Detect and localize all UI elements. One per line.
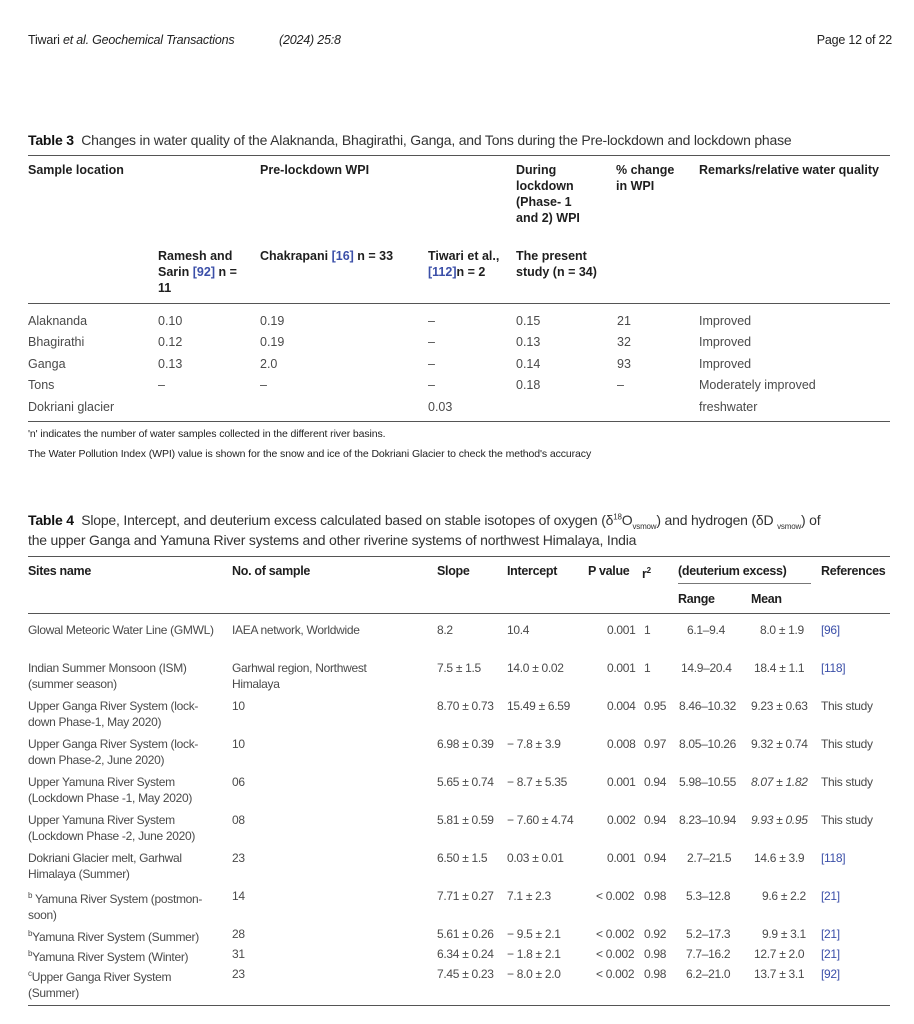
footnote-marker: c bbox=[28, 969, 32, 978]
ref-link-92[interactable]: [92] bbox=[192, 265, 215, 279]
cell-site bbox=[28, 966, 218, 1001]
cell-site-text: Yamuna River System (Winter) bbox=[32, 950, 189, 964]
ref-link[interactable]: [21] bbox=[821, 889, 840, 903]
cell-site: Indian Summer Monsoon (ISM) (summer season) bbox=[28, 661, 187, 691]
ref-link[interactable]: [21] bbox=[821, 947, 840, 961]
subheader-ramesh-label: Ramesh and Sarin bbox=[158, 249, 233, 279]
cell-samples: 06 bbox=[232, 775, 245, 789]
caption-text: ) and hydrogen (δD bbox=[656, 512, 774, 528]
cell-ramesh: – bbox=[158, 378, 165, 392]
cell-reference: This study bbox=[821, 699, 873, 713]
cell-slope: 6.34 ± 0.24 bbox=[437, 947, 494, 961]
footnote-marker: b bbox=[28, 949, 33, 958]
cell-samples: IAEA network, Worldwide bbox=[232, 623, 360, 637]
cell-chakrapani: – bbox=[260, 378, 267, 392]
cell-tiwari: – bbox=[428, 378, 435, 392]
header-r2 bbox=[642, 563, 651, 582]
cell-present: 0.18 bbox=[516, 378, 541, 392]
cell-slope: 7.5 ± 1.5 bbox=[437, 661, 481, 675]
header-range: Range bbox=[678, 592, 715, 606]
cell-range: 2.7–21.5 bbox=[687, 851, 732, 865]
cell-site-text: Upper Ganga River System (Summer) bbox=[28, 970, 172, 1000]
page-number: Page 12 of 22 bbox=[816, 33, 892, 47]
header-r2-sup: 2 bbox=[646, 566, 651, 575]
cell-r2: 1 bbox=[644, 661, 651, 675]
footnote-marker: b bbox=[28, 891, 33, 900]
cell-r2: 0.92 bbox=[644, 927, 667, 941]
cell-ramesh: 0.10 bbox=[158, 314, 183, 328]
cell-mean: 14.6 ± 3.9 bbox=[754, 851, 805, 865]
header-during-lockdown: During lockdown (Phase- 1 and 2) WPI bbox=[516, 163, 580, 225]
cell-slope: 5.65 ± 0.74 bbox=[437, 775, 494, 789]
subheader-chakrapani-label: Chakrapani bbox=[260, 249, 329, 263]
cell-pvalue: 0.008 bbox=[607, 737, 636, 751]
dexcess-span-rule bbox=[678, 583, 811, 584]
cell-slope: 5.81 ± 0.59 bbox=[437, 813, 494, 827]
cell-mean: 9.23 ± 0.63 bbox=[751, 699, 808, 713]
cell-site: Upper Ganga River System (lock-down Phase-1, May 2020) bbox=[28, 699, 199, 729]
cell-range: 14.9–20.4 bbox=[681, 661, 732, 675]
cell-mean: 9.9 ± 3.1 bbox=[762, 927, 806, 941]
cell-intercept: − 7.8 ± 3.9 bbox=[507, 737, 561, 751]
cell-location: Dokriani glacier bbox=[28, 400, 115, 414]
header-pvalue: P value bbox=[588, 564, 630, 578]
header-references: References bbox=[821, 564, 886, 578]
cell-ramesh: 0.13 bbox=[158, 357, 183, 371]
cell-samples: 28 bbox=[232, 927, 245, 941]
cell-samples: 31 bbox=[232, 947, 245, 961]
cell-reference: This study bbox=[821, 737, 873, 751]
subheader-tiwari-label: Tiwari et al., bbox=[428, 249, 500, 263]
subheader-ramesh-n: n = 11 bbox=[158, 265, 237, 295]
cell-range: 8.23–10.94 bbox=[679, 813, 737, 827]
cell-remark: freshwater bbox=[699, 400, 758, 414]
cell-intercept: 15.49 ± 6.59 bbox=[507, 699, 571, 713]
caption-sub: vsmow bbox=[632, 521, 657, 531]
cell-r2: 0.98 bbox=[644, 967, 667, 981]
cell-intercept: − 8.7 ± 5.35 bbox=[507, 775, 568, 789]
cell-site-text: Yamuna River System (postmon-soon) bbox=[28, 892, 203, 922]
cell-site-text: Yamuna River System (Summer) bbox=[32, 930, 199, 944]
header-site: Sites name bbox=[28, 564, 92, 578]
cell-slope: 5.61 ± 0.26 bbox=[437, 927, 494, 941]
table-label: Table 4 bbox=[28, 512, 74, 528]
cell-pvalue: 0.001 bbox=[607, 661, 636, 675]
cell-range: 5.2–17.3 bbox=[686, 927, 731, 941]
cell-site: Upper Yamuna River System (Lockdown Phase -1, May 2020) bbox=[28, 775, 193, 805]
header-mean: Mean bbox=[751, 592, 782, 606]
table-4-caption bbox=[28, 512, 820, 531]
cell-reference: This study bbox=[821, 813, 873, 827]
journal-author: Tiwari bbox=[28, 33, 60, 47]
cell-mean: 9.32 ± 0.74 bbox=[751, 737, 808, 751]
cell-r2: 0.97 bbox=[644, 737, 667, 751]
cell-tiwari: – bbox=[428, 335, 435, 349]
cell-site bbox=[28, 946, 188, 965]
bottom-rule bbox=[28, 421, 890, 422]
cell-samples: Garhwal region, Northwest Himalaya bbox=[232, 661, 367, 691]
caption-sub: vsmow bbox=[777, 521, 802, 531]
cell-location: Ganga bbox=[28, 357, 66, 371]
top-rule bbox=[28, 556, 890, 557]
cell-mean: 12.7 ± 2.0 bbox=[754, 947, 805, 961]
caption-text: O bbox=[621, 512, 633, 528]
cell-mean: 8.07 ± 1.82 bbox=[751, 775, 808, 789]
cell-intercept: 10.4 bbox=[507, 623, 530, 637]
cell-pvalue: < 0.002 bbox=[596, 889, 635, 903]
cell-intercept: − 8.0 ± 2.0 bbox=[507, 967, 561, 981]
cell-mean: 9.93 ± 0.95 bbox=[751, 813, 808, 827]
cell-range: 6.2–21.0 bbox=[686, 967, 731, 981]
subheader-tiwari-n: n = 2 bbox=[456, 265, 486, 279]
subheader-tiwari bbox=[428, 248, 513, 280]
cell-r2: 0.94 bbox=[644, 813, 667, 827]
cell-range: 6.1–9.4 bbox=[687, 623, 725, 637]
cell-samples: 10 bbox=[232, 699, 245, 713]
cell-intercept: 7.1 ± 2.3 bbox=[507, 889, 551, 903]
cell-r2: 0.98 bbox=[644, 889, 667, 903]
subheader-chakrapani-n: n = 33 bbox=[357, 249, 394, 263]
cell-r2: 0.95 bbox=[644, 699, 667, 713]
header-slope: Slope bbox=[437, 564, 470, 578]
cell-slope: 6.98 ± 0.39 bbox=[437, 737, 494, 751]
header-rule bbox=[28, 303, 890, 304]
header-remarks: Remarks/relative water quality bbox=[699, 163, 879, 177]
cell-pvalue: 0.001 bbox=[607, 851, 636, 865]
footnote-marker: b bbox=[28, 929, 33, 938]
cell-r2: 0.98 bbox=[644, 947, 667, 961]
cell-site bbox=[28, 888, 228, 923]
cell-intercept: − 1.8 ± 2.1 bbox=[507, 947, 561, 961]
cell-present: 0.13 bbox=[516, 335, 541, 349]
header-pre-lockdown: Pre-lockdown WPI bbox=[260, 163, 370, 177]
cell-tiwari: – bbox=[428, 357, 435, 371]
cell-change: 21 bbox=[617, 314, 631, 328]
journal-title bbox=[28, 33, 234, 47]
cell-chakrapani: 0.19 bbox=[260, 335, 285, 349]
table-note: 'n' indicates the number of water samples collected in the different river basins. bbox=[28, 428, 386, 440]
cell-site: Upper Ganga River System (lock-down Phase-2, June 2020) bbox=[28, 737, 199, 767]
cell-samples: 23 bbox=[232, 967, 245, 981]
header-pct-change: % change in WPI bbox=[616, 163, 675, 193]
table-4-caption-line2: the upper Ganga and Yamuna River systems and other riverine systems of northwest Himalaya, India bbox=[28, 532, 637, 548]
ref-link[interactable]: [118] bbox=[821, 661, 846, 675]
cell-pvalue: 0.001 bbox=[607, 775, 636, 789]
cell-range: 8.46–10.32 bbox=[679, 699, 737, 713]
cell-samples: 14 bbox=[232, 889, 245, 903]
cell-mean: 13.7 ± 3.1 bbox=[754, 967, 805, 981]
cell-pvalue: 0.004 bbox=[607, 699, 636, 713]
header-rule bbox=[28, 613, 890, 614]
ref-link[interactable]: [21] bbox=[821, 927, 840, 941]
cell-slope: 8.2 bbox=[437, 623, 453, 637]
cell-remark: Improved bbox=[699, 335, 752, 349]
cell-chakrapani: 2.0 bbox=[260, 357, 278, 371]
journal-name: et al. Geochemical Transactions bbox=[62, 33, 235, 47]
ref-link-112[interactable]: [112] bbox=[428, 265, 457, 279]
cell-remark: Improved bbox=[699, 357, 752, 371]
cell-pvalue: 0.002 bbox=[607, 813, 636, 827]
cell-slope: 7.45 ± 0.23 bbox=[437, 967, 494, 981]
cell-reference: This study bbox=[821, 775, 873, 789]
table-note: The Water Pollution Index (WPI) value is shown for the snow and ice of the Dokriani Glacier to check the method's accuracy bbox=[28, 448, 592, 460]
cell-site: Glowal Meteoric Water Line (GMWL) bbox=[28, 623, 214, 637]
table-3-caption bbox=[28, 132, 792, 148]
cell-pvalue: < 0.002 bbox=[596, 927, 635, 941]
cell-change: 32 bbox=[617, 335, 631, 349]
cell-mean: 8.0 ± 1.9 bbox=[760, 623, 804, 637]
caption-sup: 18 bbox=[613, 512, 622, 522]
ref-link[interactable]: [118] bbox=[821, 851, 846, 865]
cell-intercept: 14.0 ± 0.02 bbox=[507, 661, 564, 675]
cell-range: 5.98–10.55 bbox=[679, 775, 737, 789]
cell-change: – bbox=[617, 378, 624, 392]
citation: (2024) 25:8 bbox=[279, 33, 341, 47]
cell-mean: 9.6 ± 2.2 bbox=[762, 889, 806, 903]
header-intercept: Intercept bbox=[507, 564, 558, 578]
cell-chakrapani: 0.19 bbox=[260, 314, 285, 328]
caption-text: ) of bbox=[801, 512, 821, 528]
cell-present: 0.15 bbox=[516, 314, 541, 328]
cell-present: 0.14 bbox=[516, 357, 541, 371]
caption-text: Slope, Intercept, and deuterium excess calculated based on stable isotopes of oxygen (δ bbox=[81, 512, 614, 528]
cell-site: Dokriani Glacier melt, Garhwal Himalaya (Summer) bbox=[28, 851, 182, 881]
cell-slope: 8.70 ± 0.73 bbox=[437, 699, 494, 713]
cell-samples: 10 bbox=[232, 737, 245, 751]
cell-range: 8.05–10.26 bbox=[679, 737, 737, 751]
top-rule bbox=[28, 155, 890, 156]
cell-site bbox=[28, 926, 199, 945]
subheader-present-study: The present study (n = 34) bbox=[516, 249, 597, 279]
subheader-ramesh bbox=[158, 248, 248, 296]
caption-text: Changes in water quality of the Alaknanda, Bhagirathi, Ganga, and Tons during the Pre-lockdown and lockdown phase bbox=[81, 132, 792, 148]
table-label: Table 3 bbox=[28, 132, 74, 148]
cell-ramesh: 0.12 bbox=[158, 335, 183, 349]
header-samples: No. of sample bbox=[232, 564, 311, 578]
cell-r2: 0.94 bbox=[644, 851, 667, 865]
cell-slope: 7.71 ± 0.27 bbox=[437, 889, 494, 903]
cell-mean: 18.4 ± 1.1 bbox=[754, 661, 805, 675]
cell-pvalue: 0.001 bbox=[607, 623, 636, 637]
bottom-rule bbox=[28, 1005, 890, 1006]
cell-remark: Moderately improved bbox=[699, 378, 816, 392]
cell-change: 93 bbox=[617, 357, 631, 371]
header-sample-location: Sample location bbox=[28, 163, 124, 177]
cell-r2: 1 bbox=[644, 623, 651, 637]
cell-samples: 23 bbox=[232, 851, 245, 865]
cell-pvalue: < 0.002 bbox=[596, 967, 635, 981]
ref-link[interactable]: [96] bbox=[821, 623, 840, 637]
cell-range: 5.3–12.8 bbox=[686, 889, 731, 903]
ref-link[interactable]: [92] bbox=[821, 967, 840, 981]
cell-location: Tons bbox=[28, 378, 55, 392]
cell-site: Upper Yamuna River System (Lockdown Phase -2, June 2020) bbox=[28, 813, 196, 843]
header-dexcess: (deuterium excess) bbox=[678, 564, 787, 578]
cell-intercept: − 9.5 ± 2.1 bbox=[507, 927, 561, 941]
ref-link-16[interactable]: [16] bbox=[331, 249, 354, 263]
cell-slope: 6.50 ± 1.5 bbox=[437, 851, 488, 865]
cell-pvalue: < 0.002 bbox=[596, 947, 635, 961]
cell-location: Bhagirathi bbox=[28, 335, 85, 349]
cell-location: Alaknanda bbox=[28, 314, 88, 328]
cell-remark: Improved bbox=[699, 314, 752, 328]
cell-samples: 08 bbox=[232, 813, 245, 827]
cell-r2: 0.94 bbox=[644, 775, 667, 789]
cell-tiwari: 0.03 bbox=[428, 400, 453, 414]
cell-intercept: 0.03 ± 0.01 bbox=[507, 851, 564, 865]
subheader-chakrapani bbox=[260, 248, 393, 264]
cell-range: 7.7–16.2 bbox=[686, 947, 731, 961]
cell-tiwari: – bbox=[428, 314, 435, 328]
header-r2-label: r bbox=[642, 567, 647, 582]
cell-intercept: − 7.60 ± 4.74 bbox=[507, 813, 574, 827]
